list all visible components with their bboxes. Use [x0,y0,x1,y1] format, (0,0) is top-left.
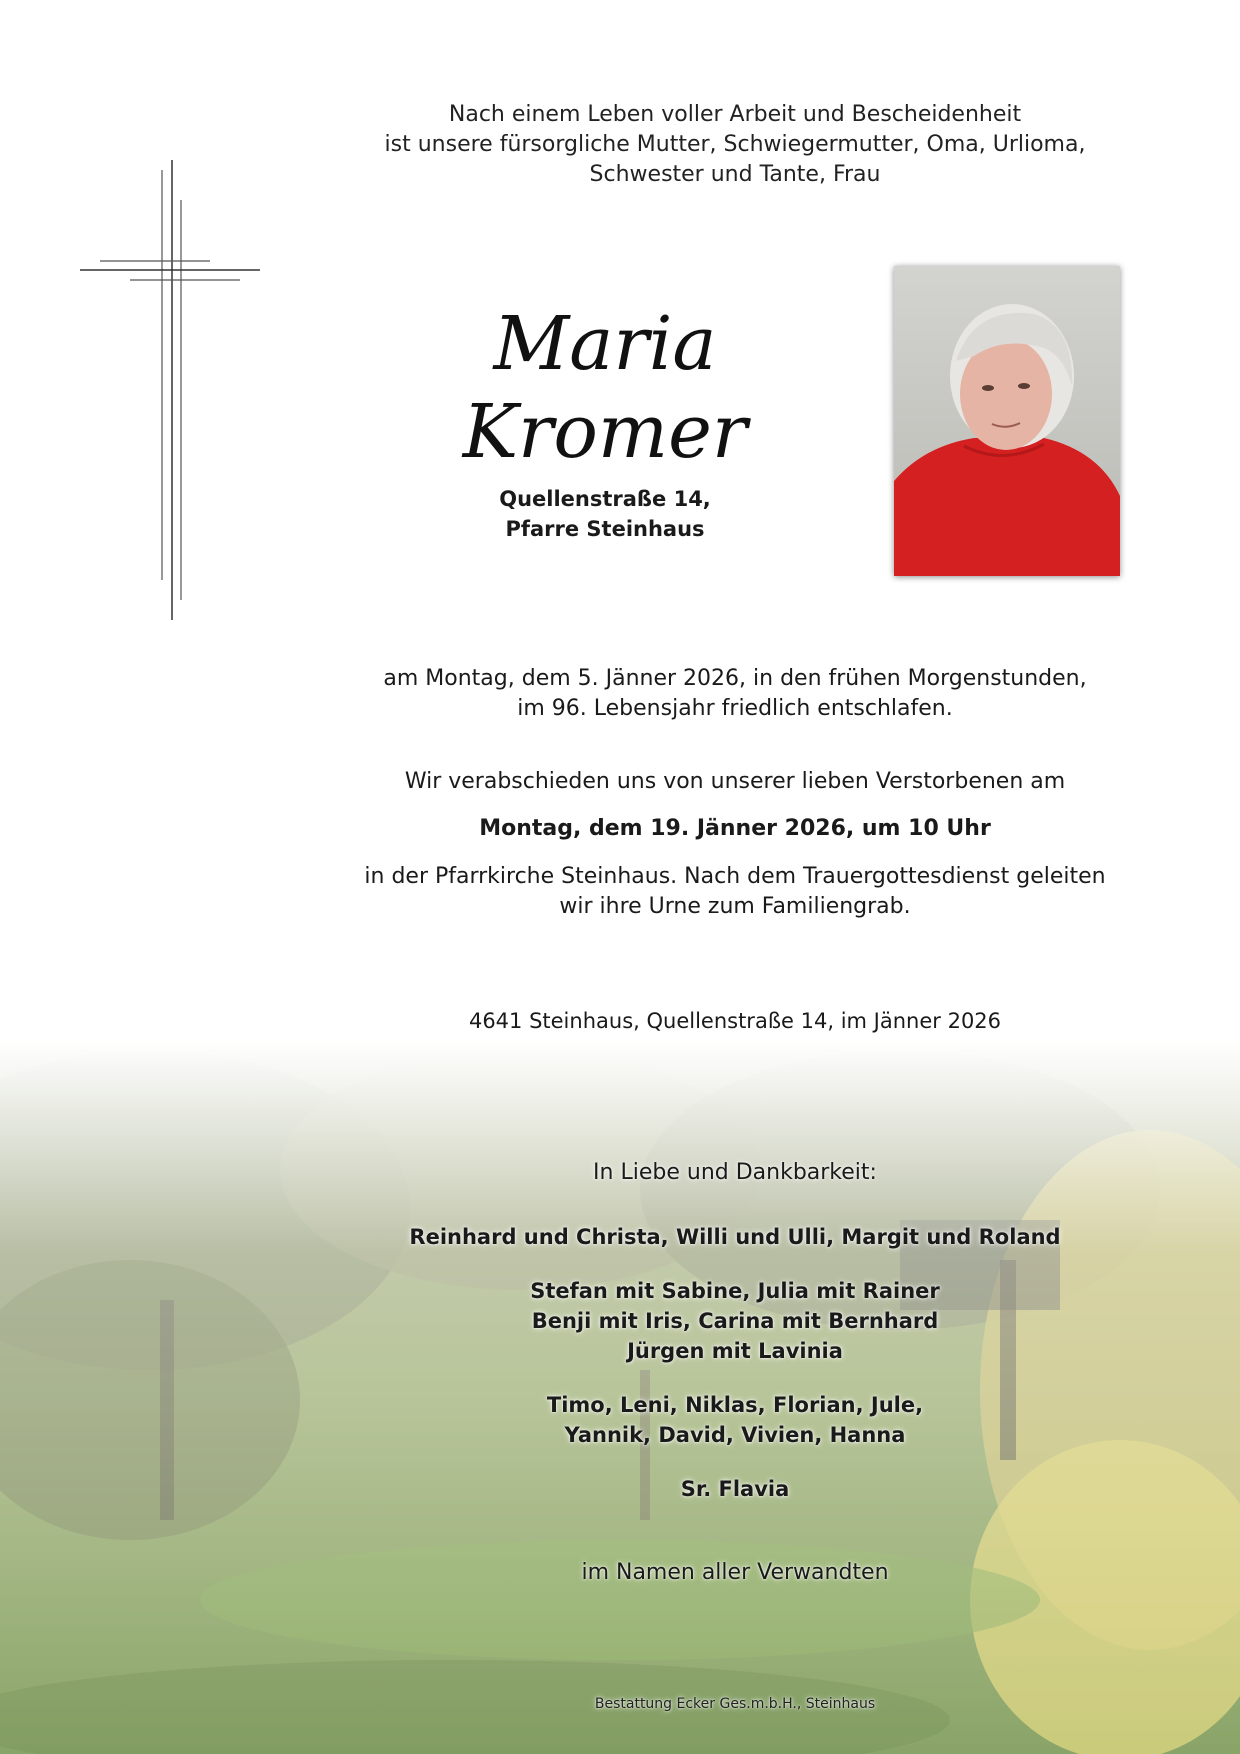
address-line: Quellenstraße 14, [499,487,711,511]
mourners-sibling: Sr. Flavia [680,1477,790,1501]
intro-line: ist unsere fürsorgliche Mutter, Schwiegermutter, Oma, Urlioma, [384,132,1086,157]
mourners-heading: In Liebe und Dankbarkeit: [593,1160,877,1185]
death-notice [340,664,1130,724]
cross-icon [80,160,265,620]
farewell-details-line: wir ihre Urne zum Familiengrab. [559,894,911,919]
deceased-address [420,484,790,544]
intro-text [340,100,1130,190]
place-date: 4641 Steinhaus, Quellenstraße 14, im Jänner 2026 [468,1009,1002,1033]
grandchildren-line: Jürgen mit Lavinia [627,1339,843,1363]
mourners-grandchildren [340,1276,1130,1366]
great-grandchildren-line: Yannik, David, Vivien, Hanna [564,1423,906,1447]
deceased-first-name: Maria [493,301,717,387]
funeral-home-footer: Bestattung Ecker Ges.m.b.H., Steinhaus [594,1696,876,1712]
intro-line: Nach einem Leben voller Arbeit und Bescheidenheit [448,102,1022,127]
farewell-date: Montag, dem 19. Jänner 2026, um 10 Uhr [479,816,991,841]
grandchildren-line: Benji mit Iris, Carina mit Bernhard [531,1309,939,1333]
farewell-details-line: in der Pfarrkirche Steinhaus. Nach dem Trauergottesdienst geleiten [364,864,1106,889]
mourners-children: Reinhard und Christa, Willi und Ulli, Margit und Roland [409,1225,1061,1249]
mourners-closing: im Namen aller Verwandten [581,1560,889,1585]
deceased-last-name: Kromer [462,389,748,475]
death-notice-line: im 96. Lebensjahr friedlich entschlafen. [517,696,953,721]
portrait-photo [894,266,1120,576]
mourners-great-grandchildren [340,1390,1130,1450]
farewell-details [340,862,1130,922]
intro-line: Schwester und Tante, Frau [589,162,881,187]
grandchildren-line: Stefan mit Sabine, Julia mit Rainer [530,1279,940,1303]
farewell-intro: Wir verabschieden uns von unserer lieben Verstorbenen am [404,769,1066,794]
address-line: Pfarre Steinhaus [505,517,705,541]
great-grandchildren-line: Timo, Leni, Niklas, Florian, Jule, [546,1393,924,1417]
death-notice-line: am Montag, dem 5. Jänner 2026, in den frühen Morgenstunden, [383,666,1087,691]
